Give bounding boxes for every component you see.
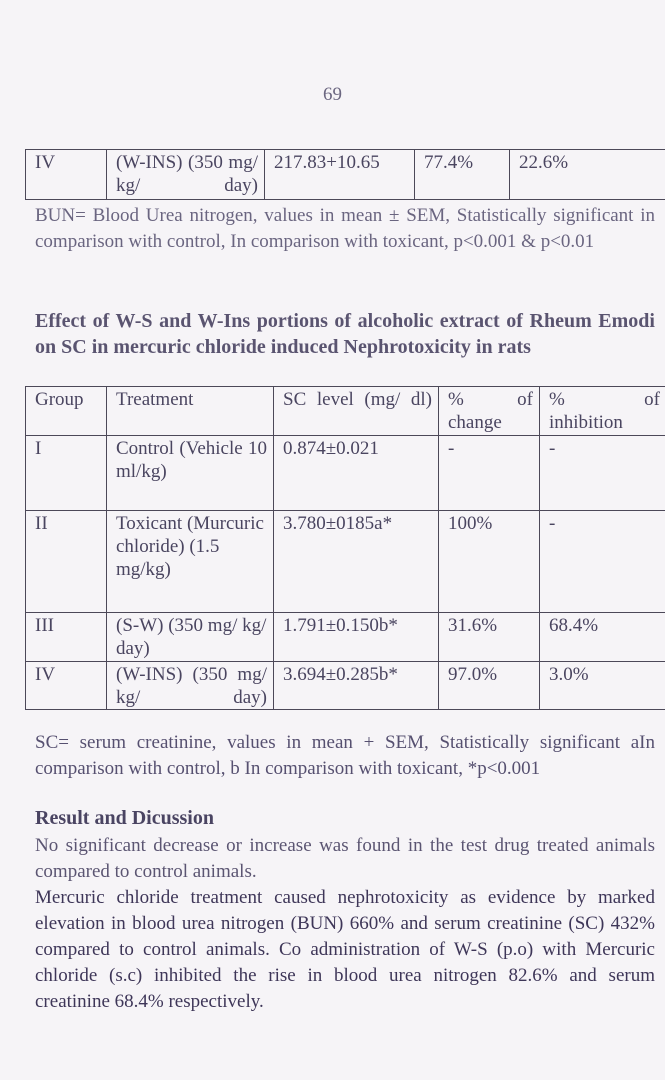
table-row	[26, 511, 665, 613]
header-treatment: Treatment	[107, 387, 274, 436]
bun-table-caption: BUN= Blood Urea nitrogen, values in mean ± SEM, Statistically significant in comparison with control, In comparison with toxicant, p<0.001 & p<0.01	[35, 205, 655, 252]
table-cell-group: IV	[26, 662, 107, 710]
table-cell-inhibition: -	[540, 511, 665, 613]
paragraph: No significant decrease or increase was found in the test drug treated animals compared to control animals.	[35, 835, 655, 882]
table-cell-treatment: (S-W) (350 mg/ kg/ day)	[107, 613, 274, 662]
section-heading: Effect of W-S and W-Ins portions of alcoholic extract of Rheum Emodi on SC in mercuric chloride induced Nephrotoxicity in rats	[35, 310, 655, 358]
header-group: Group	[26, 387, 107, 436]
table-row	[26, 662, 665, 710]
table-cell-group: IV	[26, 150, 107, 200]
table-cell-change: 77.4%	[415, 150, 510, 200]
header-change: % of change	[439, 387, 540, 436]
table-cell-value: 217.83+10.65	[265, 150, 415, 200]
table-cell-inhibition: 22.6%	[510, 150, 665, 200]
table-header-row	[26, 387, 665, 436]
table-cell-group: III	[26, 613, 107, 662]
table-cell-treatment: (W-INS) (350 mg/ kg/ day)	[107, 662, 274, 710]
header-sc-level: SC level (mg/ dl)	[274, 387, 439, 436]
paragraph: Mercuric chloride treatment caused nephrotoxicity as evidence by marked elevation in blood urea nitrogen (BUN) 660% and serum creatinine (SC) 432% compared to control animals. Co administration of W-S (p.o) with Mercuric chloride (s.c) inhibited the rise in blood urea nitrogen 82.6% and serum creatinine 68.4% respectively.	[35, 887, 655, 1012]
table-cell-treatment: (W-INS) (350 mg/ kg/ day)	[107, 150, 265, 200]
table-cell-inhibition: 68.4%	[540, 613, 665, 662]
table-cell-value: 3.780±0185a*	[274, 511, 439, 613]
table-cell-treatment: Control (Vehicle 10 ml/kg)	[107, 436, 274, 511]
bun-table-continuation	[25, 149, 665, 200]
table-cell-change: 100%	[439, 511, 540, 613]
table-cell-group: I	[26, 436, 107, 511]
sc-table	[25, 386, 665, 710]
table-cell-change: -	[439, 436, 540, 511]
table-cell-value: 3.694±0.285b*	[274, 662, 439, 710]
table-cell-inhibition: 3.0%	[540, 662, 665, 710]
table-cell-change: 31.6%	[439, 613, 540, 662]
table-cell-value: 1.791±0.150b*	[274, 613, 439, 662]
table-row	[26, 150, 665, 200]
table-cell-group: II	[26, 511, 107, 613]
table-cell-inhibition: -	[540, 436, 665, 511]
page-number: 69	[323, 84, 342, 105]
header-inhibition: % of inhibition	[540, 387, 665, 436]
table-cell-treatment: Toxicant (Murcuric chloride) (1.5 mg/kg)	[107, 511, 274, 613]
table-row	[26, 613, 665, 662]
result-heading: Result and Dicussion	[35, 807, 214, 829]
table-cell-value: 0.874±0.021	[274, 436, 439, 511]
table-cell-change: 97.0%	[439, 662, 540, 710]
table-row	[26, 436, 665, 511]
sc-table-caption: SC= serum creatinine, values in mean + SEM, Statistically significant aIn comparison with control, b In comparison with toxicant, *p<0.001	[35, 732, 655, 779]
